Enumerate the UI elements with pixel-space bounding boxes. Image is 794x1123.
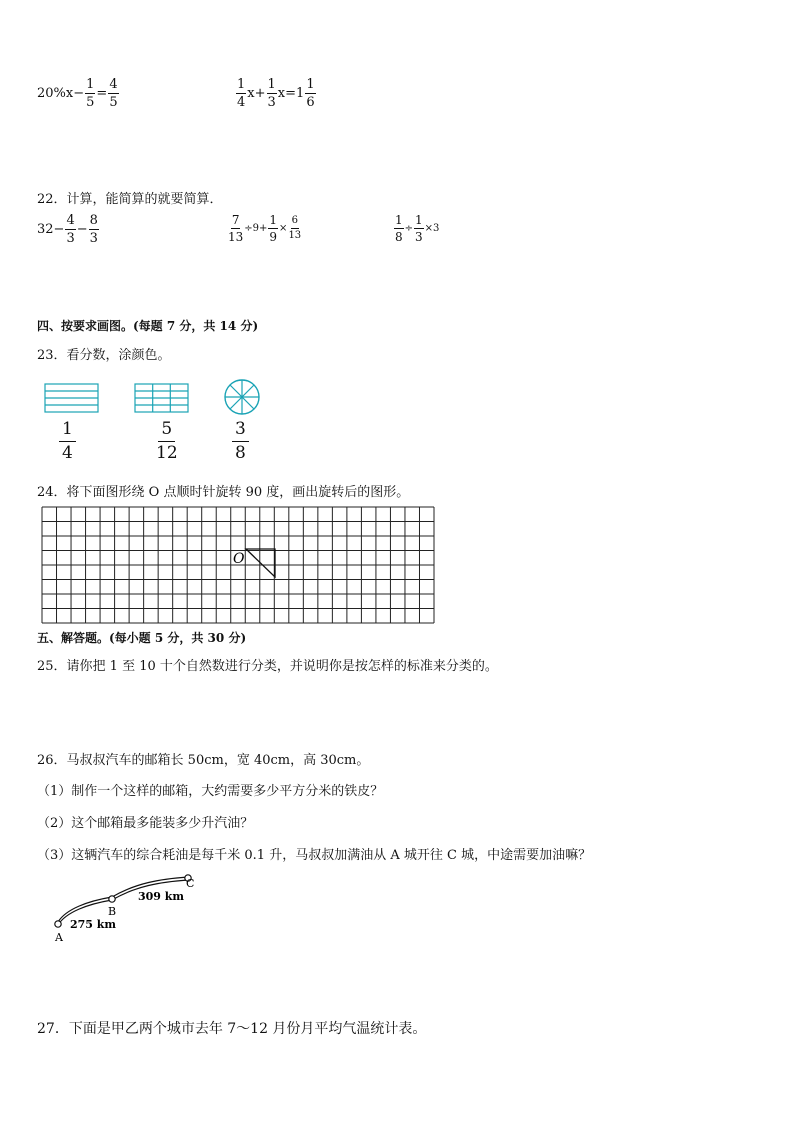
eq2-fraction-3: $\frac{1}{6}$ xyxy=(306,77,315,110)
section-5-heading: 五、解答题。(每小题 5 分，共 30 分) xyxy=(37,631,247,645)
q26-part-1: （1）制作一个这样的邮箱，大约需要多少平方分米的铁皮？ xyxy=(37,784,384,799)
q26-route-map xyxy=(48,870,208,945)
q22-expr-3 xyxy=(393,214,439,243)
q23-circle-eighths xyxy=(222,377,262,417)
section-4-heading: 四、按要求画图。(每题 7 分，共 14 分) xyxy=(37,319,259,333)
q25-title: 25．请你把 1 至 10 十个自然数进行分类，并说明你是按怎样的标准来分类的。 xyxy=(37,659,498,674)
eq1-equals: = xyxy=(96,86,108,101)
q26-part-3: （3）这辆汽车的综合耗油是每千米 0.1 升，马叔叔加满油从 A 城开往 C 城，中途需要加油嘛？ xyxy=(37,848,592,863)
q23-fraction-3: $\frac{3}{8}$ xyxy=(231,421,250,462)
q24-o-label: O xyxy=(233,551,245,567)
eq1-fraction-1: $\frac{1}{5}$ xyxy=(86,77,95,110)
q24-grid xyxy=(41,506,435,624)
city-a-label: A xyxy=(55,931,63,944)
eq2-mid-1: x+ xyxy=(247,86,266,101)
q22-e1-op: − xyxy=(76,222,88,237)
q22-e3-op1: ÷ xyxy=(404,223,414,234)
q23-fraction-1: $\frac{1}{4}$ xyxy=(58,421,77,462)
eq1-fraction-2: $\frac{4}{5}$ xyxy=(109,77,118,110)
eq2-fraction-2: $\frac{1}{3}$ xyxy=(267,77,276,110)
q27-title: 27．下面是甲乙两个城市去年 7～12 月份月平均气温统计表。 xyxy=(37,1021,427,1037)
q22-e1-fraction-2: $\frac{8}{3}$ xyxy=(89,213,98,246)
city-b-label: B xyxy=(108,905,117,918)
distance-bc: 309 km xyxy=(138,890,185,903)
distance-ab: 275 km xyxy=(70,918,117,931)
q23-fraction-2: $\frac{5}{12}$ xyxy=(156,419,178,463)
q22-e3-tail: ×3 xyxy=(424,223,440,234)
equation-1 xyxy=(37,78,120,109)
q24-triangle xyxy=(246,549,275,577)
eq2-whole: 1 xyxy=(296,86,305,101)
q22-title: 22．计算，能简算的就要简算． xyxy=(37,192,223,207)
city-c-label: C xyxy=(186,877,195,890)
q22-e2-op1: ÷9+ xyxy=(244,223,268,234)
q26-title: 26．马叔叔汽车的邮箱长 50cm，宽 40cm，高 30cm。 xyxy=(37,753,370,768)
q22-expr-2 xyxy=(227,214,302,243)
q23-rect-quarters xyxy=(44,381,100,415)
eq2-mid-2: x= xyxy=(277,86,297,101)
equation-2 xyxy=(235,78,317,109)
q24-title: 24．将下面图形绕 O 点顺时针旋转 90 度，画出旋转后的图形。 xyxy=(37,485,410,500)
q22-e1-fraction-1: $\frac{4}{3}$ xyxy=(66,213,75,246)
eq1-prefix: 20%x− xyxy=(37,86,85,101)
q22-expr-1 xyxy=(37,214,100,245)
q22-e3-fraction-1: $\frac{1}{8}$ xyxy=(395,213,403,244)
q22-e1-prefix: 32− xyxy=(37,222,65,237)
q22-e2-op2: × xyxy=(279,223,288,234)
city-a-marker xyxy=(55,921,61,927)
q22-e2-fraction-3: $\frac{6}{13}$ xyxy=(288,215,302,241)
q26-part-2: （2）这个邮箱最多能装多少升汽油？ xyxy=(37,816,254,831)
eq2-fraction-1: $\frac{1}{4}$ xyxy=(237,77,246,110)
q22-e2-fraction-1: $\frac{7}{13}$ xyxy=(228,213,244,244)
q22-e3-fraction-2: $\frac{1}{3}$ xyxy=(415,213,423,244)
q22-e2-fraction-2: $\frac{1}{9}$ xyxy=(269,213,278,244)
q23-title: 23．看分数，涂颜色。 xyxy=(37,348,171,363)
city-b-marker xyxy=(109,896,115,902)
q23-rect-twelfths xyxy=(134,381,190,415)
